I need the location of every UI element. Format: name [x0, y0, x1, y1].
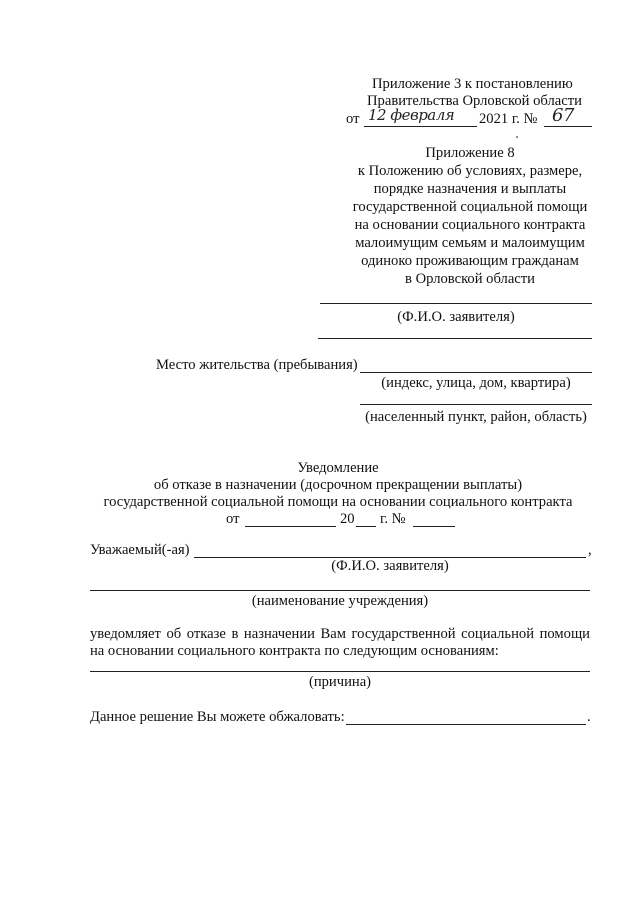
header-date-line [364, 126, 477, 127]
notice-date-suffix: г. № [380, 511, 406, 527]
header-number-line [544, 126, 592, 127]
appeal-line [346, 724, 586, 725]
appendix-line: одиноко проживающим гражданам [361, 253, 579, 269]
institution-line [90, 590, 590, 591]
handwritten-number: 67 [552, 105, 574, 126]
notice-year-line [356, 526, 376, 527]
header-from-label: от [346, 111, 360, 127]
appendix-line: государственной социальной помощи [352, 199, 588, 215]
header-line-2: Правительства Орловской области [367, 93, 582, 109]
notice-date-from: от [226, 511, 240, 527]
applicant-fio-line-2 [318, 338, 592, 339]
applicant-fio-caption: (Ф.И.О. заявителя) [397, 309, 515, 325]
reason-caption: (причина) [308, 674, 372, 690]
dear-fio-caption: (Ф.И.О. заявителя) [331, 558, 449, 574]
locality-caption: (населенный пункт, район, область) [365, 409, 587, 425]
reason-line [90, 671, 590, 672]
notice-line-1: об отказе в назначении (досрочном прекращении выплаты) [153, 477, 523, 493]
notify-line-1: уведомляет об отказе в назначении Вам государственной социальной помощи [90, 626, 590, 642]
handwritten-date: 12 февраля [368, 106, 455, 124]
appendix-line: на основании социального контракта [354, 217, 586, 233]
speck-mark [516, 136, 518, 138]
header-line-1: Приложение 3 к постановлению [372, 76, 573, 92]
notice-title: Уведомление [297, 460, 379, 476]
applicant-fio-line-1 [320, 303, 592, 304]
notice-date-line [245, 526, 336, 527]
dear-label: Уважаемый(-ая) [90, 542, 190, 558]
appeal-end: . [587, 709, 591, 725]
appendix-line: порядке назначения и выплаты [373, 181, 567, 197]
residence-label: Место жительства (пребывания) [156, 357, 358, 373]
appendix-line: в Орловской области [405, 271, 535, 287]
appeal-text: Данное решение Вы можете обжаловать: [90, 709, 345, 725]
notify-line-2: на основании социального контракта по следующим основаниям: [90, 643, 499, 659]
notice-date-year: 20 [340, 511, 355, 527]
institution-caption: (наименование учреждения) [251, 593, 429, 609]
address-caption: (индекс, улица, дом, квартира) [381, 375, 571, 391]
appendix-line: малоимущим семьям и малоимущим [355, 235, 585, 251]
dear-comma: , [588, 542, 592, 558]
appendix-line: к Положению об условиях, размере, [357, 163, 583, 179]
residence-address-line [360, 372, 592, 373]
notice-line-2: государственной социальной помощи на основании социального контракта [103, 494, 573, 510]
header-year-text: 2021 г. № [479, 111, 538, 127]
appendix-title: Приложение 8 [425, 145, 515, 161]
residence-locality-line [360, 404, 592, 405]
notice-number-line [413, 526, 455, 527]
